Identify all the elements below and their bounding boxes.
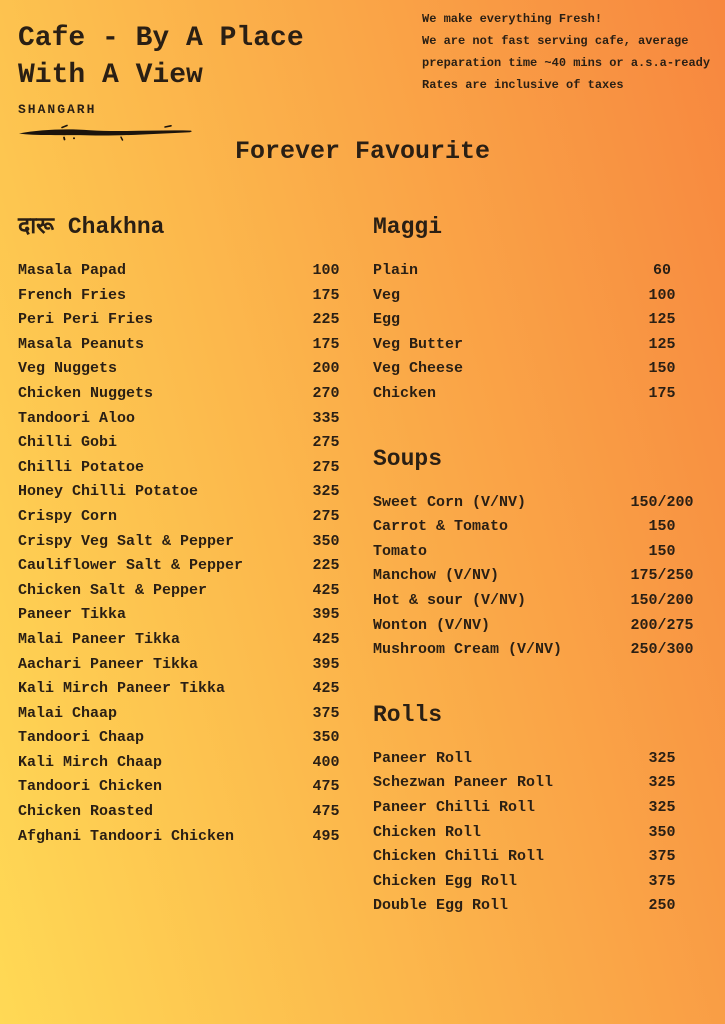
menu-item-price: 325 <box>312 483 340 501</box>
menu-item-name: Kali Mirch Chaap <box>18 753 163 771</box>
menu-section <box>373 212 704 407</box>
menu-section <box>373 700 704 919</box>
menu-section <box>18 212 348 849</box>
menu-item-price: 275 <box>312 434 340 452</box>
menu-item-price: 150 <box>648 542 676 560</box>
menu-item-price: 150 <box>648 518 676 536</box>
menu-item-price: 350 <box>312 729 340 747</box>
menu-item-row <box>373 870 704 895</box>
location-label: SHANGARH <box>18 102 97 117</box>
menu-item-row <box>18 825 348 850</box>
menu-item-price: 375 <box>312 704 340 722</box>
menu-item-row <box>373 771 704 796</box>
menu-item-row <box>373 491 704 516</box>
menu-item-row <box>18 308 348 333</box>
menu-item-price: 270 <box>312 384 340 402</box>
menu-item-row <box>373 614 704 639</box>
menu-item-name: Crispy Veg Salt & Pepper <box>18 532 235 550</box>
menu-item-name: Schezwan Paneer Roll <box>373 774 554 792</box>
notes-block <box>422 8 710 96</box>
menu-item-name: Tomato <box>373 542 428 560</box>
menu-item-price: 425 <box>312 630 340 648</box>
menu-item-price: 100 <box>648 286 676 304</box>
menu-item-row <box>373 540 704 565</box>
menu-item-price: 325 <box>648 798 676 816</box>
menu-item-name: Chicken Salt & Pepper <box>18 581 208 599</box>
menu-item-name: Honey Chilli Potatoe <box>18 483 199 501</box>
menu-item-name: Tandoori Aloo <box>18 409 136 427</box>
menu-item-name: Chilli Gobi <box>18 434 118 452</box>
menu-item-name: Chicken Roasted <box>18 803 154 821</box>
menu-item-name: Egg <box>373 311 401 329</box>
menu-item-name: Malai Chaap <box>18 704 118 722</box>
menu-item-name: Chicken Chilli Roll <box>373 848 545 866</box>
menu-item-row <box>373 564 704 589</box>
menu-column-right <box>373 212 704 956</box>
menu-item-row <box>373 259 704 284</box>
menu-item-row <box>373 308 704 333</box>
menu-item-name: Peri Peri Fries <box>18 311 154 329</box>
menu-item-row <box>373 589 704 614</box>
menu-item-name: Malai Paneer Tikka <box>18 630 181 648</box>
note-line: We make everything Fresh! <box>422 12 603 26</box>
menu-item-price: 100 <box>312 262 340 279</box>
menu-item-price: 60 <box>652 262 671 279</box>
menu-item-name: Chilli Potatoe <box>18 458 145 476</box>
menu-item-price: 325 <box>648 774 676 792</box>
menu-item-price: 125 <box>648 335 676 353</box>
menu-item-name: Veg <box>373 286 401 304</box>
menu-item-row <box>18 554 348 579</box>
menu-item-row <box>373 284 704 309</box>
menu-item-name: Carrot & Tomato <box>373 518 509 536</box>
note-line: Rates are inclusive of taxes <box>422 78 624 92</box>
menu-item-name: Kali Mirch Paneer Tikka <box>18 680 226 698</box>
menu-item-row <box>373 638 704 663</box>
menu-item-row <box>18 480 348 505</box>
menu-item-name: Plain <box>373 262 419 279</box>
menu-item-row <box>373 821 704 846</box>
menu-item-name: Mushroom Cream (V/NV) <box>373 641 563 659</box>
menu-item-row <box>18 677 348 702</box>
menu-item-name: Sweet Corn (V/NV) <box>373 493 527 511</box>
note-line: preparation time ~40 mins or a.s.a-ready <box>422 56 711 70</box>
cafe-title <box>18 20 304 94</box>
menu-item-price: 325 <box>648 749 676 767</box>
page-title: Forever Favourite <box>234 137 491 166</box>
brand-block <box>18 20 304 142</box>
menu-item-price: 175 <box>312 286 340 304</box>
section-title: दारू Chakhna <box>18 214 165 240</box>
menu-item-price: 350 <box>312 532 340 550</box>
menu-item-name: Afghani Tandoori Chicken <box>18 827 235 845</box>
menu-item-name: Wonton (V/NV) <box>373 616 491 634</box>
menu-item-row <box>373 747 704 772</box>
menu-item-price: 125 <box>648 311 676 329</box>
menu-item-price: 150 <box>648 360 676 378</box>
menu-item-price: 225 <box>312 311 340 329</box>
section-title: Soups <box>373 445 443 472</box>
menu-item-name: Cauliflower Salt & Pepper <box>18 557 244 575</box>
menu-item-row <box>18 530 348 555</box>
menu-item-row <box>373 515 704 540</box>
menu-item-name: Tandoori Chaap <box>18 729 145 747</box>
menu-item-row <box>373 796 704 821</box>
menu-item-name: Veg Butter <box>373 335 464 353</box>
menu-item-price: 175/250 <box>630 567 694 585</box>
menu-item-name: Double Egg Roll <box>373 897 509 915</box>
menu-item-price: 395 <box>312 655 340 673</box>
menu-item-name: Tandoori Chicken <box>18 778 163 796</box>
menu-item-row <box>18 800 348 825</box>
menu-item-price: 175 <box>312 335 340 353</box>
menu-item-row <box>373 382 704 407</box>
menu-item-price: 335 <box>312 409 340 427</box>
menu-item-row <box>18 603 348 628</box>
menu-column-left <box>18 212 348 886</box>
menu-item-row <box>18 431 348 456</box>
menu-item-price: 250 <box>648 897 676 915</box>
menu-item-price: 350 <box>648 823 676 841</box>
menu-item-row <box>18 456 348 481</box>
menu-item-price: 150/200 <box>630 493 694 511</box>
menu-item-price: 475 <box>312 778 340 796</box>
menu-item-row <box>18 702 348 727</box>
menu-item-row <box>373 357 704 382</box>
menu-item-row <box>18 751 348 776</box>
menu-item-name: Paneer Tikka <box>18 606 127 624</box>
menu-item-name: Chicken Egg Roll <box>373 872 518 890</box>
menu-item-row <box>18 407 348 432</box>
menu-item-name: Chicken Nuggets <box>18 384 154 402</box>
menu-item-name: Veg Cheese <box>373 360 464 378</box>
menu-item-name: French Fries <box>18 286 127 304</box>
menu-item-name: Veg Nuggets <box>18 360 118 378</box>
note-line: We are not fast serving cafe, average <box>422 34 689 48</box>
menu-item-name: Masala Peanuts <box>18 335 145 353</box>
menu-item-row <box>18 653 348 678</box>
menu-item-row <box>373 894 704 919</box>
menu-item-price: 150/200 <box>630 591 694 609</box>
menu-item-price: 200/275 <box>630 616 694 634</box>
menu-item-price: 425 <box>312 680 340 698</box>
menu-item-price: 250/300 <box>630 641 694 659</box>
menu-item-price: 395 <box>312 606 340 624</box>
menu-item-price: 175 <box>648 384 676 402</box>
menu-item-name: Masala Papad <box>18 262 127 279</box>
cafe-title-line2: With A View <box>18 60 203 91</box>
menu-item-row <box>18 579 348 604</box>
menu-item-name: Paneer Roll <box>373 749 473 767</box>
menu-item-price: 200 <box>312 360 340 378</box>
menu-item-row <box>18 505 348 530</box>
menu-item-row <box>18 333 348 358</box>
menu-item-price: 495 <box>312 827 340 845</box>
menu-item-price: 475 <box>312 803 340 821</box>
section-title: Rolls <box>373 701 443 728</box>
menu-item-name: Hot & sour (V/NV) <box>373 591 527 609</box>
menu-item-name: Crispy Corn <box>18 507 118 525</box>
menu-item-price: 375 <box>648 848 676 866</box>
menu-item-price: 400 <box>312 753 340 771</box>
menu-item-row <box>18 628 348 653</box>
menu-item-price: 275 <box>312 458 340 476</box>
menu-item-price: 375 <box>648 872 676 890</box>
section-title: Maggi <box>373 214 443 240</box>
menu-item-price: 425 <box>312 581 340 599</box>
menu-item-name: Chicken Roll <box>373 823 482 841</box>
menu-item-name: Aachari Paneer Tikka <box>18 655 199 673</box>
menu-item-price: 225 <box>312 557 340 575</box>
menu-item-name: Chicken <box>373 384 437 402</box>
menu-item-name: Paneer Chilli Roll <box>373 798 536 816</box>
menu-item-row <box>373 333 704 358</box>
menu-item-row <box>18 775 348 800</box>
menu-item-row <box>18 726 348 751</box>
menu-item-row <box>18 284 348 309</box>
menu-item-row <box>373 845 704 870</box>
menu-section <box>373 444 704 663</box>
menu-item-row <box>18 357 348 382</box>
menu-item-name: Manchow (V/NV) <box>373 567 500 585</box>
cafe-title-line1: Cafe - By A Place <box>18 23 304 54</box>
menu-item-row <box>18 382 348 407</box>
menu-item-row <box>18 259 348 284</box>
menu-item-price: 275 <box>312 507 340 525</box>
